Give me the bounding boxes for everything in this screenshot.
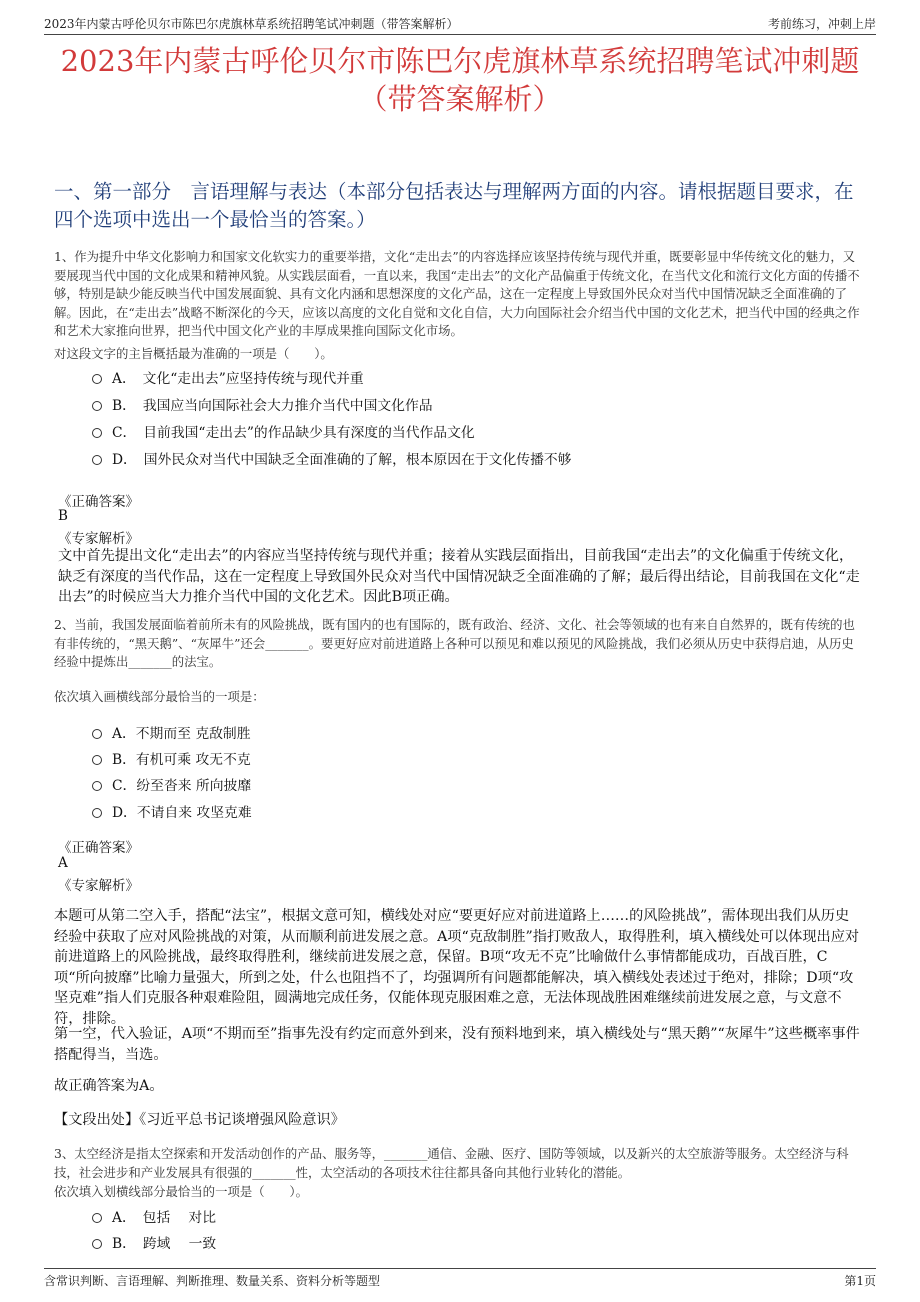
q2-analysis-para2: 第一空，代入验证，A项“不期而至”指事先没有约定而意外到来，没有预料地到来，填入横线处与“黑天鹅”“灰犀牛”这些概率事件搭配得当，当选。 <box>54 1026 860 1063</box>
header-doc-title: 2023年内蒙古呼伦贝尔市陈巴尔虎旗林草系统招聘笔试冲刺题（带答案解析） <box>44 17 459 31</box>
q2-option-c[interactable]: C．纷至沓来 所向披靡 <box>92 774 251 794</box>
q1-stem: 1、作为提升中华文化影响力和国家文化软实力的重要举措，文化“走出去”的内容选择应该坚持传统与现代并重，既要彰显中华传统文化的魅力，又要展现当代中国的文化成果和精神风貌。从实践层面看，一直以来，我国“走出去”的文化产品偏重于传统文化，在当代文化和流行文化方面的传播不够，特别是缺少能反映当代中国发展面貌、具有文化内涵和思想深度的文化产品，这在一定程度上导致国外民众对当代中国情况缺乏全面准确的了解。因此，在“走出去”战略不断深化的今天，应该以高度的文化自觉和文化自信，大力向国际社会介绍当代中国的文化艺术，把当代中国的经典之作和艺术大家推向世界，把当代中国文化产业的丰厚成果推向国际文化市场。 <box>54 249 860 338</box>
q2-source: 【文段出处】《习近平总书记谈增强风险意识》 <box>54 1112 345 1128</box>
q2-option-b[interactable]: B．有机可乘 攻无不克 <box>92 748 251 768</box>
q1-option-a[interactable]: A． 文化“走出去”应坚持传统与现代并重 <box>92 367 364 387</box>
q3-option-a[interactable]: A． 包括 对比 <box>92 1206 216 1226</box>
radio-icon[interactable] <box>92 401 102 411</box>
radio-icon[interactable] <box>92 428 102 438</box>
q2-analysis-para1: 本题可从第二空入手，搭配“法宝”，根据文意可知，横线处对应“要更好应对前进道路上……的风险挑战”，需体现出我们从历史经验中获取了应对风险挑战的对策，从而顺利前进发展之意。A项“克敌制胜”指打败敌人，取得胜利，填入横线处可以体现出应对前进道路上的风险挑战，最终取得胜利，继续前进发展之意，保留。B项“攻无不克”比喻做什么事情都能成功，百战百胜，C项“所向披靡”比喻力量强大，所到之处，什么也阻挡不了，均强调所有问题都能解决，填入横线处表述过于绝对，排除；D项“攻坚克难”指人们克服各种艰难险阻，圆满地完成任务，仅能体现克服困难之意，无法体现战胜困难继续前进发展之意，与文意不符，排除。 <box>54 908 860 1027</box>
q2-option-a[interactable]: A．不期而至 克敌制胜 <box>92 722 251 742</box>
radio-icon[interactable] <box>92 1239 102 1249</box>
page-footer <box>44 1268 876 1291</box>
page-number: 第1页 <box>844 1273 876 1288</box>
q2-analysis-label: 《专家解析》 <box>58 878 139 894</box>
radio-icon[interactable] <box>92 781 102 791</box>
q3-option-b[interactable]: B． 跨域 一致 <box>92 1232 216 1252</box>
footer-topics: 含常识判断、言语理解、判断推理、数量关系、资料分析等题型 <box>44 1273 381 1288</box>
q1-option-b[interactable]: B． 我国应当向国际社会大力推介当代中国文化作品 <box>92 394 433 414</box>
q2-answer-label: 《正确答案》 <box>58 840 139 856</box>
document-title-line2: （带答案解析） <box>358 82 562 116</box>
q1-ask: 对这段文字的主旨概括最为准确的一项是（ ）。 <box>54 346 333 361</box>
radio-icon[interactable] <box>92 1213 102 1223</box>
section-heading: 一、第一部分 言语理解与表达（本部分包括表达与理解两方面的内容。请根据题目要求，在四个选项中选出一个最恰当的答案。） <box>54 180 854 231</box>
q2-stem: 2、当前，我国发展面临着前所未有的风险挑战，既有国内的也有国际的，既有政治、经济、文化、社会等领域的也有来自自然界的，既有传统的也有非传统的，“黑天鹅”、“灰犀牛”还会_______。要更好应对前进道路上各种可以预见和难以预见的风险挑战，我们必须从历史中获得启迪，从历史经验中提炼出_______的法宝。 <box>54 617 855 669</box>
q1-option-d[interactable]: D． 国外民众对当代中国缺乏全面准确的了解，根本原因在于文化传播不够 <box>92 448 571 468</box>
page-header <box>44 10 876 35</box>
q1-answer-label: 《正确答案》 <box>58 494 139 510</box>
radio-icon[interactable] <box>92 808 102 818</box>
header-slogan: 考前练习，冲刺上岸 <box>767 17 876 31</box>
radio-icon[interactable] <box>92 455 102 465</box>
q2-option-d[interactable]: D．不请自来 攻坚克难 <box>92 801 252 821</box>
radio-icon[interactable] <box>92 374 102 384</box>
q1-option-c[interactable]: C． 目前我国“走出去”的作品缺少具有深度的当代作品文化 <box>92 421 475 441</box>
q2-analysis-para3: 故正确答案为A。 <box>54 1078 164 1094</box>
document-title <box>40 42 880 118</box>
q1-analysis: 文中首先提出文化“走出去”的内容应当坚持传统与现代并重；接着从实践层面指出，目前我国“走出去”的文化偏重于传统文化，缺乏有深度的当代作品，这在一定程度上导致国外民众对当代中国情况缺乏全面准确的了解；最后得出结论，目前我国在文化“走出去”的时候应当大力推介当代中国的文化艺术。因此B项正确。 <box>58 548 860 605</box>
q2-ask: 依次填入画横线部分最恰当的一项是： <box>54 689 265 704</box>
q1-analysis-label: 《专家解析》 <box>58 531 139 547</box>
q3-stem: 3、太空经济是指太空探索和开发活动创作的产品、服务等，_______通信、金融、医疗、国防等领域，以及新兴的太空旅游等服务。太空经济与科技，社会进步和产业发展具有很强的_______性，太空活动的各项技术往往都具备向其他行业转化的潜能。 <box>54 1146 849 1180</box>
q3-ask: 依次填入划横线部分最恰当的一项是（ ）。 <box>54 1184 309 1199</box>
q2-answer: A <box>58 855 68 871</box>
radio-icon[interactable] <box>92 729 102 739</box>
q1-answer: B <box>58 508 68 524</box>
document-title-line1: 2023年内蒙古呼伦贝尔市陈巴尔虎旗林草系统招聘笔试冲刺题 <box>60 44 860 78</box>
radio-icon[interactable] <box>92 755 102 765</box>
